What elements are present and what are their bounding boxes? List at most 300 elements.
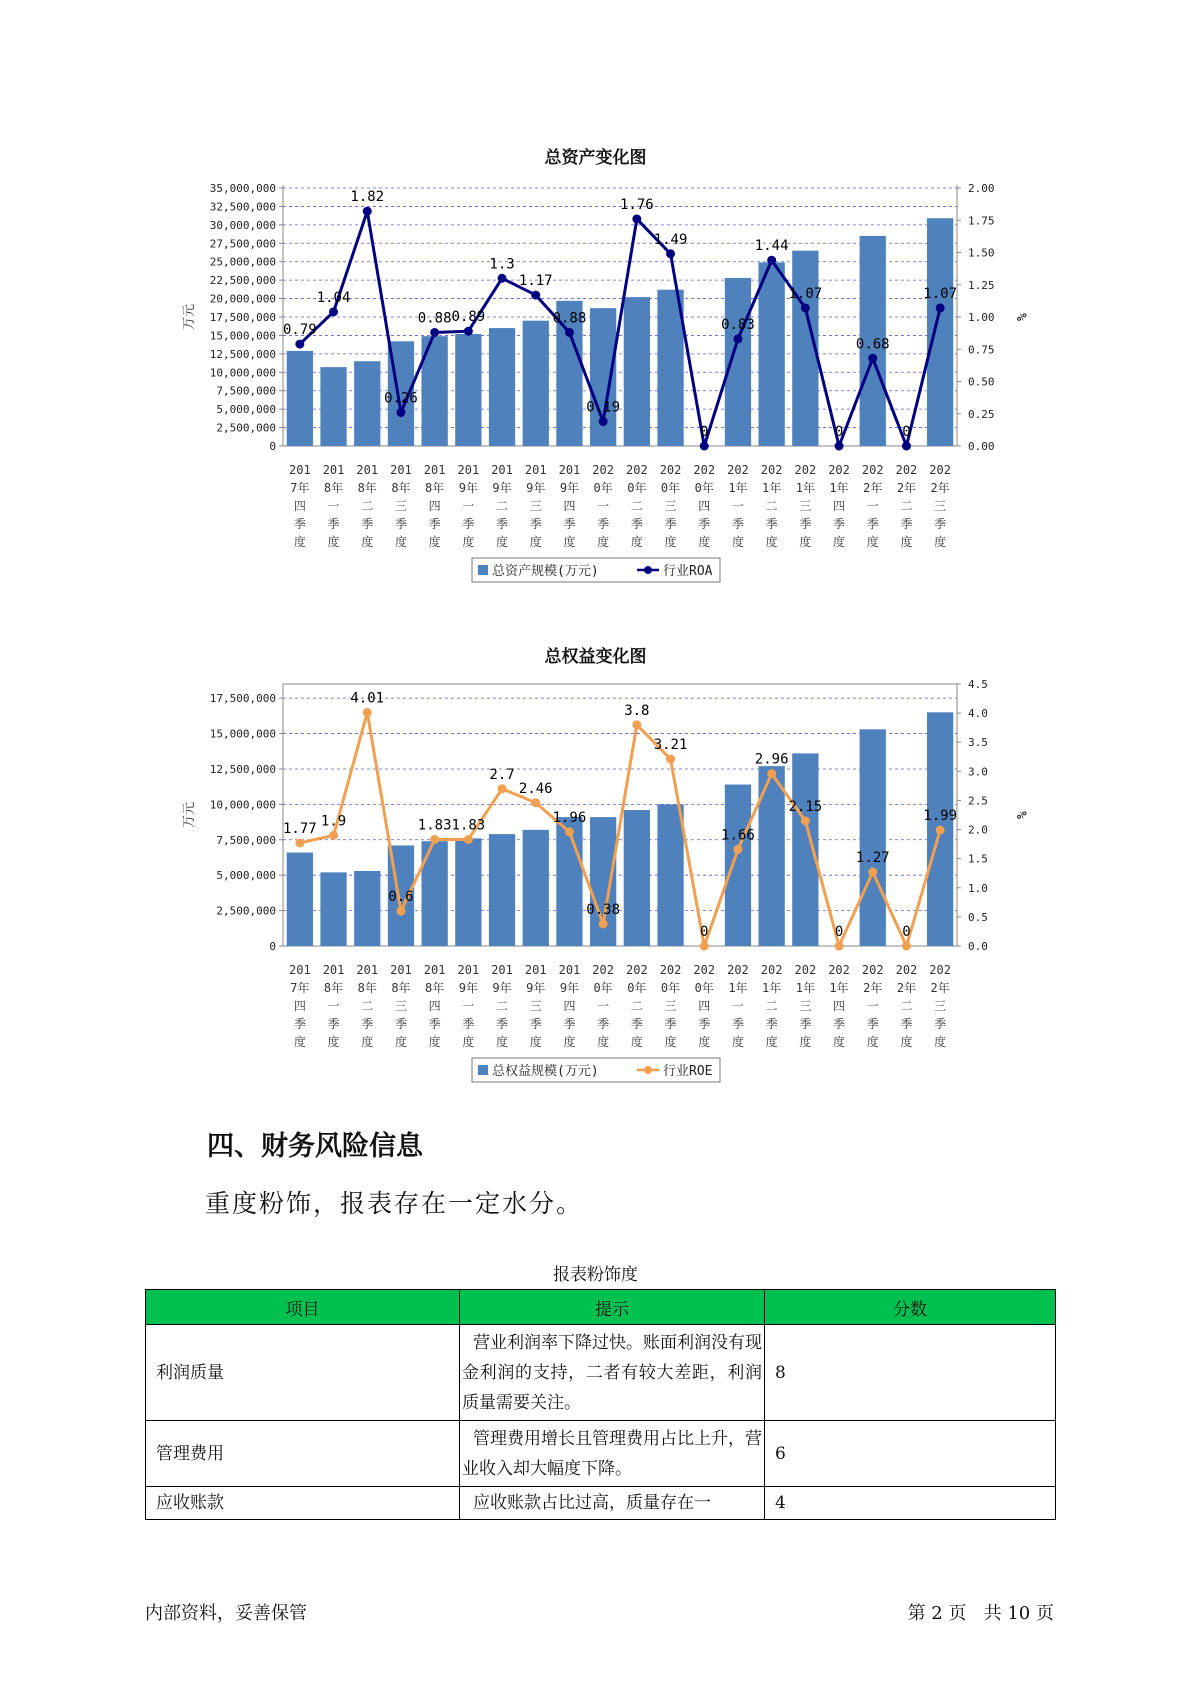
x-tick-label: 季 bbox=[731, 1017, 744, 1031]
x-tick-label: 四 bbox=[293, 999, 306, 1013]
x-tick-label: 季 bbox=[900, 1017, 913, 1031]
x-tick-label: 度 bbox=[866, 535, 879, 549]
data-label: 2.96 bbox=[754, 751, 789, 768]
y-tick-label-left: 0 bbox=[269, 440, 276, 453]
y-tick-label-right: 1.75 bbox=[968, 214, 995, 228]
line-point bbox=[329, 831, 338, 840]
x-tick-label: 季 bbox=[765, 517, 778, 531]
data-label: 1.96 bbox=[552, 809, 587, 826]
x-tick-label: 202 bbox=[794, 963, 817, 977]
data-label: 0.79 bbox=[282, 322, 317, 339]
x-tick-label: 度 bbox=[597, 535, 610, 549]
bar bbox=[523, 830, 549, 946]
x-tick-label: 8年 bbox=[357, 981, 377, 995]
x-tick-label: 202 bbox=[861, 963, 884, 977]
y-tick-label-right: 1.5 bbox=[968, 852, 988, 866]
x-tick-label: 度 bbox=[394, 535, 407, 549]
y-tick-label-left: 10,000,000 bbox=[209, 366, 276, 380]
bar bbox=[624, 297, 650, 446]
x-tick-label: 1年 bbox=[728, 481, 748, 495]
x-tick-label: 季 bbox=[327, 1017, 340, 1031]
chart2-title: 总权益变化图 bbox=[544, 647, 647, 667]
line-point bbox=[464, 835, 473, 844]
x-tick-label: 202 bbox=[760, 963, 783, 977]
y-tick-label-right: 2.5 bbox=[968, 794, 988, 808]
x-tick-label: 度 bbox=[529, 1035, 542, 1049]
x-tick-label: 一 bbox=[597, 499, 610, 513]
table-row bbox=[146, 1421, 1056, 1487]
y-tick-label-right: 0.75 bbox=[968, 343, 995, 357]
x-tick-label: 度 bbox=[900, 535, 913, 549]
y-tick-label-left: 35,000,000 bbox=[209, 182, 276, 195]
y-tick-label-right: 2.0 bbox=[968, 823, 988, 837]
x-tick-label: 三 bbox=[394, 999, 407, 1013]
x-tick-label: 2年 bbox=[863, 981, 883, 995]
x-tick-label: 度 bbox=[731, 535, 744, 549]
header-item: 项目 bbox=[146, 1290, 460, 1325]
bar bbox=[320, 367, 346, 446]
x-tick-label: 度 bbox=[698, 535, 711, 549]
x-tick-label: 二 bbox=[630, 499, 643, 513]
x-tick-label: 二 bbox=[900, 999, 913, 1013]
y-tick-label-right: 4.5 bbox=[968, 678, 988, 691]
line-point bbox=[902, 942, 911, 951]
data-label: 0 bbox=[700, 924, 709, 940]
x-tick-label: 季 bbox=[428, 517, 441, 531]
x-tick-label: 9年 bbox=[458, 981, 478, 995]
line-point bbox=[363, 207, 372, 216]
data-label: 0 bbox=[834, 424, 844, 440]
y-tick-label-left: 7,500,000 bbox=[216, 833, 276, 847]
x-tick-label: 二 bbox=[630, 999, 643, 1013]
x-tick-label: 二 bbox=[361, 499, 374, 513]
line-point bbox=[396, 907, 405, 916]
row-score: 6 bbox=[765, 1421, 1056, 1487]
x-tick-label: 8年 bbox=[391, 481, 411, 495]
x-tick-label: 201 bbox=[390, 463, 412, 477]
x-tick-label: 季 bbox=[833, 1017, 846, 1031]
x-tick-label: 度 bbox=[361, 1035, 374, 1049]
line-point bbox=[498, 784, 507, 793]
total-equity-chart bbox=[0, 670, 1191, 1090]
x-tick-label: 202 bbox=[693, 963, 716, 977]
data-label: 2.46 bbox=[518, 780, 553, 797]
x-tick-label: 度 bbox=[934, 1035, 947, 1049]
x-tick-label: 三 bbox=[664, 499, 677, 513]
x-tick-label: 201 bbox=[322, 463, 345, 477]
x-tick-label: 一 bbox=[462, 499, 475, 513]
x-tick-label: 0年 bbox=[593, 981, 613, 995]
y-tick-label-left: 15,000,000 bbox=[209, 727, 276, 741]
data-label: 0.88 bbox=[552, 310, 587, 327]
data-label: 1.66 bbox=[721, 827, 755, 844]
section-heading: 四、财务风险信息 bbox=[207, 1131, 423, 1162]
bar bbox=[287, 853, 313, 946]
x-tick-label: 度 bbox=[293, 535, 306, 549]
x-tick-label: 1年 bbox=[829, 481, 849, 495]
line-point bbox=[700, 942, 709, 951]
x-tick-label: 一 bbox=[731, 999, 744, 1013]
x-tick-label: 9年 bbox=[492, 481, 512, 495]
y-axis-label-right: % bbox=[1013, 313, 1028, 321]
x-tick-label: 2年 bbox=[896, 481, 917, 495]
y-tick-label-left: 17,500,000 bbox=[209, 692, 276, 706]
row-item: 管理费用 bbox=[146, 1421, 460, 1487]
legend-line-label: 行业ROA bbox=[663, 564, 713, 579]
bar bbox=[455, 334, 481, 446]
x-tick-label: 季 bbox=[529, 1017, 542, 1031]
x-tick-label: 三 bbox=[664, 999, 677, 1013]
header-hint: 提示 bbox=[460, 1290, 765, 1325]
data-label: 1.07 bbox=[788, 285, 823, 302]
y-tick-label-left: 17,500,000 bbox=[209, 311, 276, 324]
x-tick-label: 度 bbox=[529, 535, 542, 549]
x-tick-label: 四 bbox=[428, 999, 441, 1013]
x-tick-label: 9年 bbox=[559, 981, 580, 995]
x-tick-label: 季 bbox=[394, 1017, 407, 1031]
legend-bar-label: 总资产规模(万元) bbox=[492, 564, 599, 579]
y-axis-label-left: 万元 bbox=[182, 801, 197, 829]
x-tick-label: 四 bbox=[833, 499, 846, 513]
line-point bbox=[565, 328, 574, 337]
x-tick-label: 季 bbox=[698, 517, 711, 531]
x-tick-label: 2年 bbox=[896, 981, 917, 995]
y-tick-label-left: 10,000,000 bbox=[209, 798, 276, 812]
line-point bbox=[936, 826, 945, 835]
y-tick-label-left: 22,500,000 bbox=[209, 274, 276, 288]
bar bbox=[354, 871, 380, 946]
x-tick-label: 8年 bbox=[425, 981, 445, 995]
risk-summary: 重度粉饰，报表存在一定水分。 bbox=[205, 1189, 584, 1218]
x-tick-label: 202 bbox=[828, 463, 850, 477]
x-tick-label: 7年 bbox=[290, 981, 310, 995]
y-tick-label-right: 1.50 bbox=[968, 246, 995, 260]
x-tick-label: 202 bbox=[895, 963, 918, 977]
line-point bbox=[396, 408, 405, 417]
x-tick-label: 二 bbox=[496, 999, 509, 1013]
line-point bbox=[565, 827, 574, 836]
x-tick-label: 季 bbox=[664, 1017, 677, 1031]
x-tick-label: 二 bbox=[361, 999, 374, 1013]
x-tick-label: 季 bbox=[731, 517, 744, 531]
x-tick-label: 202 bbox=[659, 463, 682, 477]
x-tick-label: 201 bbox=[322, 963, 345, 977]
x-tick-label: 201 bbox=[524, 963, 547, 977]
x-tick-label: 季 bbox=[833, 517, 846, 531]
x-tick-label: 202 bbox=[929, 463, 951, 477]
x-tick-label: 201 bbox=[356, 963, 379, 977]
y-tick-label-left: 32,500,000 bbox=[209, 200, 276, 214]
x-tick-label: 202 bbox=[861, 463, 884, 477]
x-tick-label: 0年 bbox=[660, 481, 681, 495]
legend-line-marker bbox=[644, 566, 652, 574]
x-tick-label: 1年 bbox=[762, 981, 782, 995]
y-tick-label-left: 7,500,000 bbox=[216, 384, 276, 398]
bar bbox=[927, 218, 953, 446]
legend-bar-label: 总权益规模(万元) bbox=[492, 1064, 599, 1079]
x-tick-label: 度 bbox=[496, 535, 509, 549]
line-point bbox=[599, 417, 608, 426]
x-tick-label: 度 bbox=[496, 1035, 509, 1049]
row-hint: 营业利润率下降过快。账面利润没有现金利润的支持，二者有较大差距，利润质量需要关注。 bbox=[460, 1325, 765, 1421]
x-tick-label: 一 bbox=[866, 499, 879, 513]
x-tick-label: 201 bbox=[457, 463, 480, 477]
data-label: 1.83 bbox=[417, 817, 452, 834]
line-point bbox=[666, 755, 675, 764]
row-item: 应收账款 bbox=[146, 1487, 460, 1520]
x-tick-label: 1年 bbox=[728, 981, 748, 995]
y-tick-label-right: 3.0 bbox=[968, 765, 988, 779]
data-label: 1.44 bbox=[754, 238, 789, 255]
x-tick-label: 四 bbox=[698, 499, 711, 513]
table-row bbox=[146, 1325, 1056, 1421]
x-tick-label: 202 bbox=[760, 463, 783, 477]
x-tick-label: 0年 bbox=[694, 981, 714, 995]
data-label: 0 bbox=[834, 924, 844, 940]
x-tick-label: 季 bbox=[327, 517, 340, 531]
header-score: 分数 bbox=[765, 1290, 1056, 1325]
x-tick-label: 度 bbox=[428, 535, 441, 549]
x-tick-label: 0年 bbox=[660, 981, 681, 995]
y-tick-label-left: 25,000,000 bbox=[209, 255, 276, 269]
x-tick-label: 一 bbox=[462, 999, 475, 1013]
x-tick-label: 三 bbox=[799, 999, 812, 1013]
line-point bbox=[700, 442, 709, 451]
x-tick-label: 四 bbox=[833, 999, 846, 1013]
x-tick-label: 季 bbox=[698, 1017, 711, 1031]
x-tick-label: 三 bbox=[529, 499, 542, 513]
legend-line-marker bbox=[644, 1066, 652, 1074]
data-label: 4.01 bbox=[350, 690, 385, 707]
line-point bbox=[430, 835, 439, 844]
bar bbox=[354, 361, 380, 446]
y-tick-label-left: 12,500,000 bbox=[209, 762, 276, 776]
x-tick-label: 202 bbox=[727, 963, 749, 977]
data-label: 0 bbox=[902, 424, 911, 440]
bar bbox=[320, 872, 346, 946]
x-tick-label: 202 bbox=[592, 463, 614, 477]
line-point bbox=[430, 328, 439, 337]
x-tick-label: 0年 bbox=[627, 981, 647, 995]
bar bbox=[725, 278, 751, 446]
y-axis-label-right: % bbox=[1013, 811, 1028, 819]
data-label: 1.9 bbox=[320, 813, 347, 830]
bar bbox=[556, 817, 582, 946]
row-item: 利润质量 bbox=[146, 1325, 460, 1421]
x-tick-label: 202 bbox=[895, 463, 918, 477]
data-label: 0 bbox=[700, 424, 709, 440]
data-label: 0.38 bbox=[586, 901, 621, 918]
x-tick-label: 0年 bbox=[627, 481, 647, 495]
legend-bar-swatch bbox=[478, 565, 488, 575]
bar bbox=[455, 838, 481, 946]
line-point bbox=[632, 214, 641, 223]
y-tick-label-left: 27,500,000 bbox=[209, 237, 276, 251]
x-tick-label: 季 bbox=[496, 517, 509, 531]
x-tick-label: 201 bbox=[289, 963, 311, 977]
table-row bbox=[146, 1487, 1056, 1520]
x-tick-label: 201 bbox=[457, 963, 480, 977]
x-tick-label: 三 bbox=[934, 999, 947, 1013]
x-tick-label: 季 bbox=[462, 1017, 475, 1031]
x-tick-label: 度 bbox=[462, 1035, 475, 1049]
x-tick-label: 三 bbox=[529, 999, 542, 1013]
x-tick-label: 度 bbox=[799, 535, 812, 549]
x-tick-label: 季 bbox=[462, 517, 475, 531]
x-tick-label: 二 bbox=[900, 499, 913, 513]
x-tick-label: 1年 bbox=[795, 481, 815, 495]
x-tick-label: 季 bbox=[934, 1017, 947, 1031]
x-tick-label: 1年 bbox=[829, 981, 849, 995]
x-tick-label: 季 bbox=[799, 517, 812, 531]
row-score: 8 bbox=[765, 1325, 1056, 1421]
data-label: 1.77 bbox=[282, 820, 317, 837]
data-label: 1.76 bbox=[619, 196, 654, 213]
line-point bbox=[464, 327, 473, 336]
table-header-row bbox=[146, 1290, 1056, 1325]
x-tick-label: 一 bbox=[597, 999, 610, 1013]
risk-table bbox=[145, 1289, 1056, 1520]
x-tick-label: 季 bbox=[597, 1017, 610, 1031]
data-label: 1.83 bbox=[451, 817, 486, 834]
x-tick-label: 8年 bbox=[357, 481, 377, 495]
x-tick-label: 2年 bbox=[930, 981, 950, 995]
x-tick-label: 度 bbox=[361, 535, 374, 549]
x-tick-label: 季 bbox=[496, 1017, 509, 1031]
x-tick-label: 一 bbox=[327, 999, 340, 1013]
x-tick-label: 201 bbox=[558, 963, 581, 977]
x-tick-label: 1年 bbox=[762, 481, 782, 495]
x-tick-label: 201 bbox=[491, 963, 513, 977]
x-tick-label: 度 bbox=[866, 1035, 879, 1049]
y-tick-label-right: 1.0 bbox=[968, 881, 988, 895]
x-tick-label: 202 bbox=[693, 463, 716, 477]
data-label: 1.07 bbox=[923, 285, 958, 302]
x-tick-label: 度 bbox=[731, 1035, 744, 1049]
x-tick-label: 季 bbox=[664, 517, 677, 531]
x-tick-label: 201 bbox=[558, 463, 581, 477]
x-tick-label: 202 bbox=[727, 463, 749, 477]
x-tick-label: 季 bbox=[361, 1017, 374, 1031]
data-label: 0.19 bbox=[586, 399, 621, 416]
x-tick-label: 2年 bbox=[930, 481, 950, 495]
line-point bbox=[363, 708, 372, 717]
y-tick-label-left: 30,000,000 bbox=[209, 218, 276, 232]
x-tick-label: 季 bbox=[563, 1017, 576, 1031]
x-tick-label: 201 bbox=[356, 463, 379, 477]
x-tick-label: 度 bbox=[563, 535, 576, 549]
y-tick-label-left: 15,000,000 bbox=[209, 329, 276, 343]
y-tick-label-right: 0.0 bbox=[968, 940, 988, 953]
x-tick-label: 度 bbox=[900, 1035, 913, 1049]
line-point bbox=[531, 291, 540, 300]
x-tick-label: 三 bbox=[934, 499, 947, 513]
x-tick-label: 季 bbox=[563, 517, 576, 531]
x-tick-label: 度 bbox=[833, 1035, 846, 1049]
x-tick-label: 度 bbox=[462, 535, 475, 549]
line-point bbox=[295, 838, 304, 847]
x-tick-label: 9年 bbox=[559, 481, 580, 495]
bar bbox=[489, 328, 515, 446]
data-label: 1.49 bbox=[653, 231, 688, 248]
x-tick-label: 季 bbox=[394, 517, 407, 531]
line-point bbox=[936, 303, 945, 312]
x-tick-label: 三 bbox=[394, 499, 407, 513]
y-tick-label-right: 0.25 bbox=[968, 407, 995, 421]
data-label: 0.26 bbox=[384, 390, 418, 407]
x-tick-label: 9年 bbox=[458, 481, 478, 495]
data-label: 0.89 bbox=[451, 309, 486, 326]
x-tick-label: 201 bbox=[423, 463, 446, 477]
x-tick-label: 度 bbox=[765, 1035, 778, 1049]
line-point bbox=[498, 274, 507, 283]
x-tick-label: 度 bbox=[698, 1035, 711, 1049]
x-tick-label: 季 bbox=[293, 1017, 306, 1031]
x-tick-label: 四 bbox=[698, 999, 711, 1013]
data-label: 3.8 bbox=[624, 702, 650, 719]
x-tick-label: 季 bbox=[293, 517, 306, 531]
x-tick-label: 季 bbox=[866, 517, 879, 531]
x-tick-label: 度 bbox=[799, 1035, 812, 1049]
data-label: 1.17 bbox=[518, 273, 553, 290]
line-point bbox=[733, 845, 742, 854]
y-tick-label-right: 4.0 bbox=[968, 707, 988, 721]
bar bbox=[489, 834, 515, 946]
line-point bbox=[767, 769, 776, 778]
x-tick-label: 度 bbox=[428, 1035, 441, 1049]
x-tick-label: 度 bbox=[327, 1035, 340, 1049]
row-hint: 应收账款占比过高，质量存在一 bbox=[460, 1487, 765, 1520]
x-tick-label: 二 bbox=[765, 499, 778, 513]
y-tick-label-right: 1.25 bbox=[968, 278, 995, 292]
x-tick-label: 二 bbox=[496, 499, 509, 513]
x-tick-label: 202 bbox=[929, 963, 951, 977]
x-tick-label: 9年 bbox=[526, 481, 546, 495]
x-tick-label: 202 bbox=[626, 963, 648, 977]
data-label: 1.99 bbox=[923, 808, 958, 825]
y-tick-label-right: 0.5 bbox=[968, 910, 988, 924]
x-tick-label: 度 bbox=[327, 535, 340, 549]
line-point bbox=[801, 816, 810, 825]
x-tick-label: 季 bbox=[597, 517, 610, 531]
data-label: 1.3 bbox=[489, 256, 515, 273]
y-tick-label-left: 2,500,000 bbox=[216, 904, 276, 918]
line-point bbox=[632, 720, 641, 729]
line-point bbox=[868, 354, 877, 363]
data-label: 0 bbox=[902, 924, 911, 940]
x-tick-label: 二 bbox=[765, 999, 778, 1013]
y-tick-label-right: 3.5 bbox=[968, 736, 988, 750]
line-point bbox=[801, 303, 810, 312]
x-tick-label: 季 bbox=[630, 1017, 643, 1031]
x-tick-label: 季 bbox=[799, 1017, 812, 1031]
bar bbox=[657, 804, 683, 946]
x-tick-label: 度 bbox=[934, 535, 947, 549]
line-point bbox=[733, 334, 742, 343]
legend-bar-swatch bbox=[478, 1065, 488, 1075]
x-tick-label: 201 bbox=[289, 463, 311, 477]
x-tick-label: 季 bbox=[866, 1017, 879, 1031]
x-tick-label: 季 bbox=[900, 517, 913, 531]
legend-line-label: 行业ROE bbox=[663, 1064, 713, 1079]
y-tick-label-left: 12,500,000 bbox=[209, 347, 276, 361]
x-tick-label: 季 bbox=[428, 1017, 441, 1031]
y-tick-label-left: 20,000,000 bbox=[209, 292, 276, 306]
data-label: 1.04 bbox=[316, 289, 351, 306]
footer-page-number: 第 2 页 共 10 页 bbox=[907, 1603, 1054, 1624]
y-tick-label-right: 0.50 bbox=[968, 375, 995, 389]
x-tick-label: 0年 bbox=[694, 481, 714, 495]
